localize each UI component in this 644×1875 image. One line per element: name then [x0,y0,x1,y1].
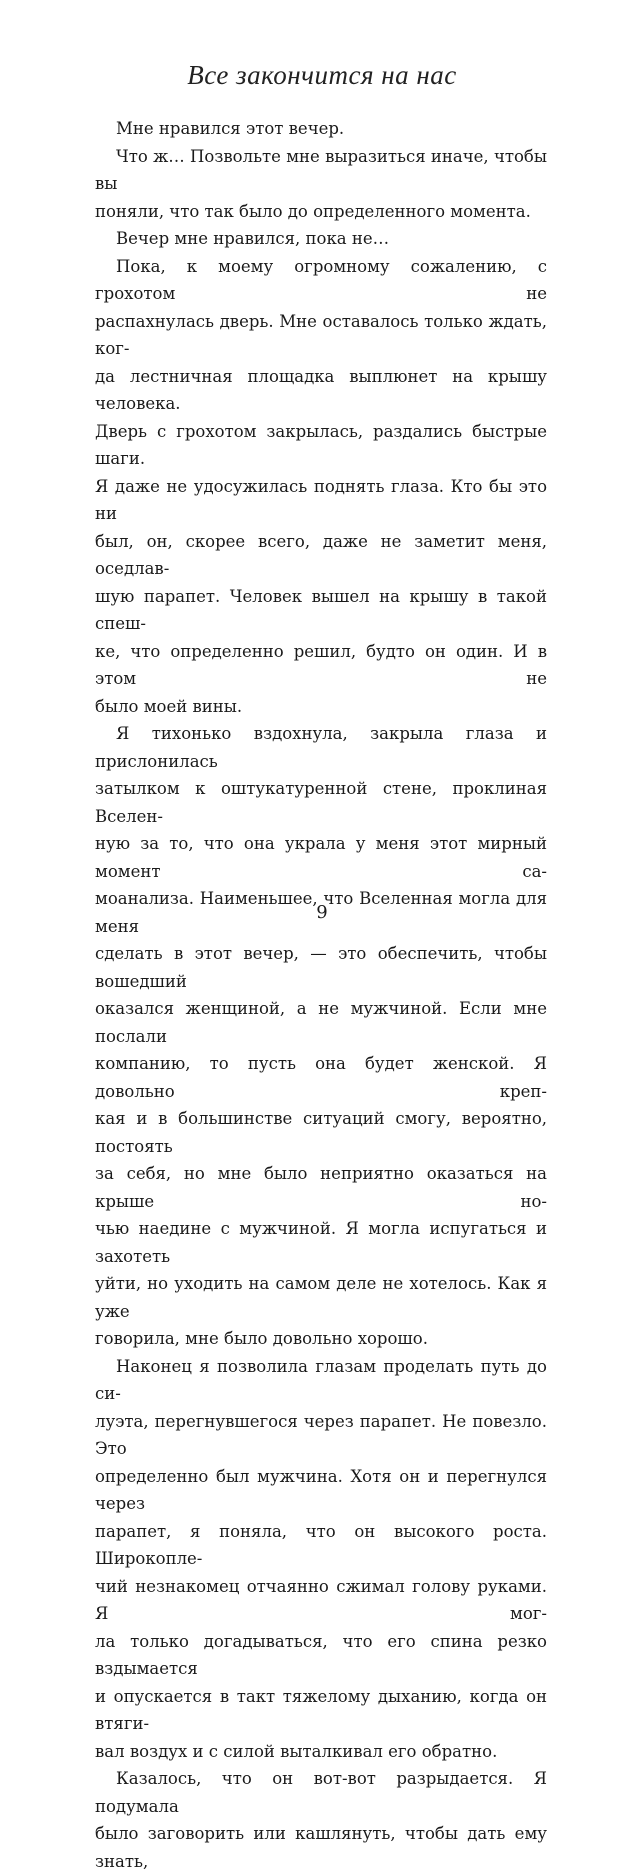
paragraph [95,143,547,226]
page-number: 9 [316,902,328,923]
text-line: чий незнакомец отчаянно сжимал голову руками. Я мог- [95,1576,547,1623]
text-line: Казалось, что он вот-вот разрыдается. Я подумала [95,1769,547,1816]
text-line: Что ж… Позвольте мне выразиться иначе, чтобы вы [95,146,547,193]
text-line: Пока, к моему огромному сожалению, с грохотом не [95,256,547,303]
text-line: оказался женщиной, а не мужчиной. Если мне послали [95,999,547,1046]
text-line: вал воздух и с силой выталкивал его обратно. [95,1741,498,1761]
text-line: говорила, мне было довольно хорошо. [95,1329,428,1348]
text-line: парапет, я поняла, что он высокого роста. Широкоплe- [95,1521,547,1568]
text-line: Мне нравился этот вечер. [116,119,345,138]
text-line: чью наедине с мужчиной. Я могла испугаться и захотеть [95,1219,547,1266]
text-line: сделать в этот вечер, — это обеспечить, чтобы вошедший [95,944,547,991]
paragraph [95,1353,547,1766]
text-line: Я тихонько вздохнула, закрыла глаза и прислонилась [95,724,547,771]
text-line: и опускается в такт тяжелому дыханию, когда он втяги- [95,1686,547,1733]
text-line: ла только догадываться, что его спина резко вздымается [95,1631,547,1678]
text-line: было моей вины. [95,696,243,716]
paragraph [95,115,547,143]
text-line: да лестничная площадка выплюнет на крышу человека. [95,366,547,413]
text-line: поняли, что так было до определенного момента. [95,201,531,221]
text-line: ке, что определенно решил, будто он один. И в этом не [95,641,547,688]
text-line: Вечер мне нравился, пока не… [116,229,390,248]
text-line: затылком к оштукатуренной стене, проклиная Вселен- [95,779,547,826]
text-line: ную за то, что она украла у меня этот мирный момент са- [95,834,547,881]
text-line: был, он, скорее всего, даже не заметит меня, оседлав- [95,531,547,578]
running-head: Все закончится на нас [187,60,457,90]
text-line: за себя, но мне было неприятно оказаться на крыше но- [95,1164,547,1211]
text-line: было заговорить или кашлянуть, чтобы дать ему знать, [95,1824,547,1871]
text-line: моанализа. Наименьшее, что Вселенная могла для меня [95,889,547,936]
text-line: Наконец я позволила глазам проделать путь до си- [95,1356,547,1403]
text-line: шую парапет. Человек вышел на крышу в такой спеш- [95,586,547,633]
text-line: компанию, то пусть она будет женской. Я довольно креп- [95,1054,547,1101]
text-line: определенно был мужчина. Хотя он и перегнулся через [95,1466,547,1513]
paragraph [95,1765,547,1875]
text-line: уйти, но уходить на самом деле не хотелось. Как я уже [95,1274,547,1321]
text-line: Я даже не удосужилась поднять глаза. Кто бы это ни [95,476,547,523]
text-line: Дверь с грохотом закрылась, раздались быстрые шаги. [95,421,547,468]
text-line: распахнулась дверь. Мне оставалось только ждать, ког- [95,311,547,358]
body-text [95,115,547,1875]
paragraph [95,225,547,253]
paragraph [95,720,547,1353]
paragraph [95,253,547,721]
text-line: кая и в большинстве ситуаций смогу, вероятно, постоять [95,1109,547,1156]
text-line: луэта, перегнувшегося через парапет. Не повезло. Это [95,1411,547,1458]
